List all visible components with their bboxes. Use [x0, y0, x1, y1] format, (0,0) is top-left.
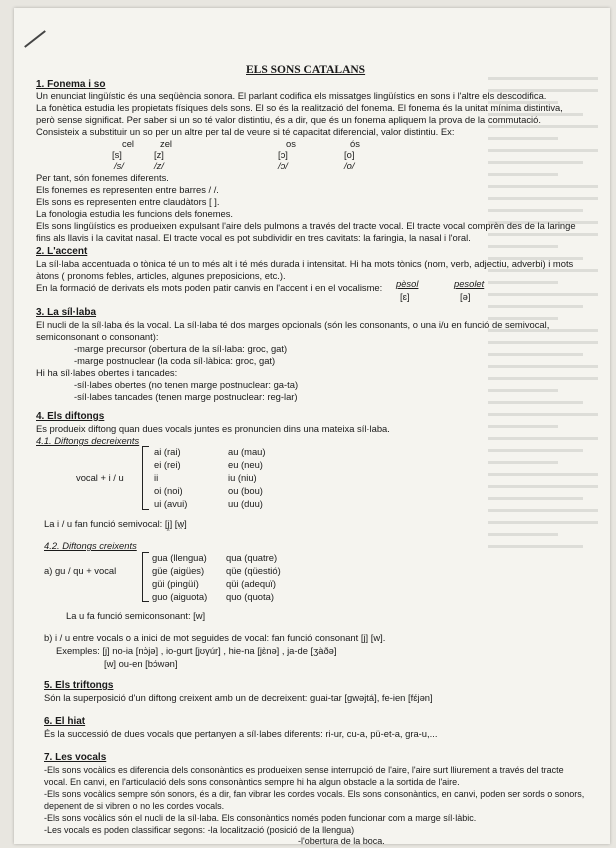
s7-line: -Els sons vocàlics sempre són sonors, és a dir, fan vibrar les cordes vocals. Els sons consonàntics, en canvi, poden ser sords o sonors, — [44, 789, 585, 799]
s1-line: La fonètica estudia les propietats físiques dels sons. El so és la realització del fonema. El fonema és la unitat mínima distintiva, — [36, 102, 563, 113]
ex-sound: [ɔ] — [278, 149, 288, 160]
s1-line: Els sons es representen entre claudàtors [ ]. — [36, 196, 220, 207]
section-5-heading: 5. Els triftongs — [44, 680, 114, 691]
semivocal-line: La i / u fan funció semivocal: [j̯] [w̯] — [44, 518, 187, 529]
diphthong2-col-2: qua (quatre) qüe (qüestió) qüi (adequï) quo (quota) — [226, 552, 281, 602]
s3-line: -síl·labes tancades (tenen marge postnuclear: reg-lar) — [74, 391, 298, 402]
s5-line: Són la superposició d'un diftong creixent amb un de decreixent: guai-tar [gwəjtá], fe-ien [fɛ́jən] — [44, 692, 433, 703]
s7-line: -Els sons vocàlics es diferencia dels consonàntics es produeixen sense interrupció de l'aire, l'aire surt lliurement a través del tracte — [44, 765, 564, 775]
s7-line: -Els sons vocàlics són el nucli de la síl·laba. Els consonàntics només poden funcionar com a marge síl·làbic. — [44, 813, 477, 823]
ex-pesol-ipa: [ɛ] — [400, 291, 410, 302]
s1-line: Els fonemes es representen entre barres / /. — [36, 184, 219, 195]
s4-subheading-1: 4.1. Diftongs decreixents — [36, 435, 140, 446]
ex-sound: [s] — [112, 149, 122, 160]
s4-subheading-2: 4.2. Diftongs creixents — [44, 540, 137, 551]
bracket — [142, 552, 149, 602]
page-title: ELS SONS CATALANS — [246, 64, 366, 76]
s2-line: àtons ( pronoms febles, articles, algunes preposicions, etc.). — [36, 270, 286, 281]
ex-pesolet-ipa: [ə] — [460, 291, 471, 302]
examples-line: Exemples: [j] no-ia [nɔ̀jə] , io-gurt [jʊγúr] , hie-na [jɛ̀nə] , ja-de [ʒàðə] — [56, 645, 337, 656]
section-3-heading: 3. La síl·laba — [36, 307, 97, 318]
bracket — [142, 446, 149, 510]
ex-phoneme: /s/ — [114, 160, 124, 171]
document-page — [14, 8, 610, 844]
ex-phoneme: /ɔ/ — [278, 160, 288, 171]
diphthong-col-1: ai (rai) ei (rei) ii oi (noi) ui (avui) — [154, 446, 188, 509]
s3-line: -síl·labes obertes (no tenen marge postnuclear: ga-ta) — [74, 379, 299, 390]
diphthong-col-2: au (mau) eu (neu) iu (niu) ou (bou) uu (duu) — [228, 446, 266, 509]
s1-line: Un enunciat lingüístic és una seqüència sonora. El parlant codifica els missatges lingüístics en sons i l'altre els descodifica. — [36, 90, 547, 101]
s6-line: És la successió de dues vocals que pertanyen a síl·labes diferents: ri-ur, cu-a, pü-et-a, gra-u,... — [44, 728, 438, 739]
s1-line: Per tant, són fonemes diferents. — [36, 172, 169, 183]
section-2-heading: 2. L'accent — [36, 246, 88, 257]
ex-pesolet: pesolet — [454, 278, 485, 289]
bleed-through-text — [478, 68, 610, 768]
s1-line: Els sons lingüístics es produeixen expulsant l'aire dels pulmons a través del tracte vocal. El tracte vocal comprèn des de la laringe — [36, 220, 576, 231]
s3-line: El nucli de la síl·laba és la vocal. La síl·laba té dos marges opcionals (són les consonants, o una i/u en funció de semivocal, — [36, 319, 550, 330]
s7-line: vocal. En canvi, en l'articulació dels sons consonàntics sempre hi ha algun obstacle a la sortida de l'aire. — [44, 777, 460, 787]
ex-sound: [z] — [154, 149, 164, 160]
s1-line: La fonologia estudia les funcions dels fonemes. — [36, 208, 234, 219]
ex-word-os: os — [286, 138, 296, 149]
ex-word-zel: zel — [160, 138, 172, 149]
ex-word-cel: cel — [122, 138, 134, 149]
s3-line: semiconsonant o consonant): — [36, 331, 159, 342]
section-6-heading: 6. El hiat — [44, 716, 86, 727]
ex-pesol: pèsol — [396, 278, 419, 289]
s7-line: -l'obertura de la boca. — [298, 836, 385, 844]
s1-line: però sense significat. Per saber si un so té valor distintiu, és a dir, que és un fonema apliquem la prova de la commutació. — [36, 114, 541, 125]
section-1-heading: 1. Fonema i so — [36, 79, 106, 90]
s3-line: Hi ha síl·labes obertes i tancades: — [36, 367, 178, 378]
s2-line: En la formació de derivats els mots poden patir canvis en l'accent i en el vocalisme: — [36, 282, 383, 293]
s3-line: -marge postnuclear (la coda síl·làbica: groc, gat) — [74, 355, 276, 366]
s7-line: depenent de si vibren o no les cordes vocals. — [44, 801, 225, 811]
s1-line: fins als llavis i la cavitat nasal. El tracte vocal es pot subdividir en tres cavitats: la faringia, la nasal i l'oral. — [36, 232, 471, 243]
b-line: b) i / u entre vocals o a inici de mot seguides de vocal: fan funció consonant [j] [w]. — [44, 632, 386, 643]
vocal-label: vocal + i / u — [76, 472, 124, 483]
s1-line: Consisteix a substituir un so per un altre per tal de veure si té capacitat diferencial, valor distintiu. Ex: — [36, 126, 455, 137]
ex-sound: [o] — [344, 149, 355, 160]
semiconsonant-line: La u fa funció semiconsonant: [w] — [66, 610, 206, 621]
pencil-mark — [24, 30, 46, 48]
diphthong2-col-1: gua (llengua) güe (aigües) güi (pingüí) guo (aiguota) — [152, 552, 208, 602]
ex-phoneme: /o/ — [344, 160, 355, 171]
s3-line: -marge precursor (obertura de la síl·laba: groc, gat) — [74, 343, 288, 354]
section-7-heading: 7. Les vocals — [44, 752, 107, 763]
examples-w-line: [w] ou-en [bɔ́wən] — [104, 658, 178, 669]
ex-word-os-accent: ós — [350, 138, 360, 149]
label-a: a) gu / qu + vocal — [44, 565, 117, 576]
s4-intro: Es produeix diftong quan dues vocals juntes es pronuncien dins una mateixa síl·laba. — [36, 423, 390, 434]
section-4-heading: 4. Els diftongs — [36, 411, 105, 422]
ex-phoneme: /z/ — [154, 160, 164, 171]
s2-line: La síl·laba accentuada o tònica té un to més alt i té més durada i intensitat. Hi ha mots tònics (nom, verb, adjectiu, adverbi) i mots — [36, 258, 574, 269]
s7-line: -Les vocals es poden classificar segons: -la localització (posició de la llengua) — [44, 825, 355, 835]
